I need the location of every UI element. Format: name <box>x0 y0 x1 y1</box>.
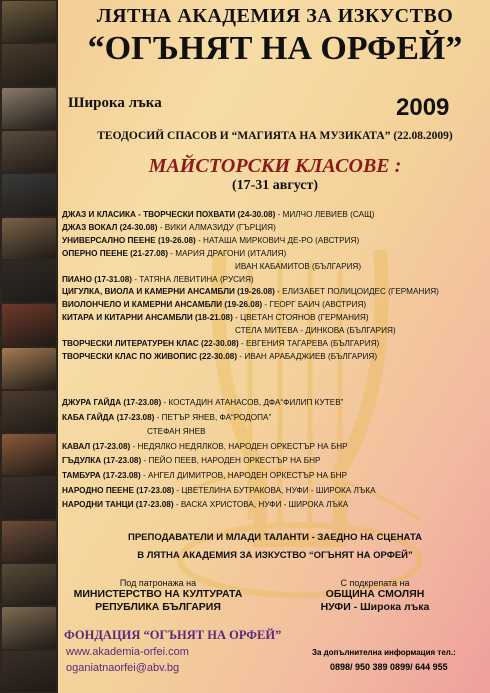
class-teacher-secondary: СТЕФАН ЯНЕВ <box>147 427 206 437</box>
class-teacher: - ЦВЕТЕЛИНА БУТРАКОВА, НУФИ - ШИРОКА ЛЪКА <box>174 485 376 495</box>
photo-thumbnail <box>2 521 56 562</box>
class-row <box>62 275 254 284</box>
class-teacher: - ЕВГЕНИЯ ТАГАРЕВА (БЪЛГАРИЯ) <box>238 339 380 348</box>
class-teacher: - ИВАН АРАБАДЖИЕВ (БЪЛГАРИЯ) <box>237 351 378 361</box>
class-teacher: - КОСТАДИН АТАНАСОВ, ДФА“ФИЛИП КУТЕВ” <box>161 398 344 407</box>
class-course: КАБА ГАЙДА (17-23.08) <box>62 412 155 422</box>
class-course: ВИОЛОНЧЕЛО И КАМЕРНИ АНСАМБЛИ (19-26.08) <box>62 300 263 310</box>
photo-thumbnail <box>2 477 56 518</box>
photo-thumbnail <box>2 607 56 648</box>
class-course: УНИВЕРСАЛНО ПЕЕНЕ (19-26.08) <box>62 235 196 245</box>
festival-year: 2009 <box>396 94 450 121</box>
class-teacher-secondary: ИВАН КАБАМИТОВ (БЪЛГАРИЯ) <box>235 261 362 271</box>
photo-thumbnail <box>2 131 56 172</box>
class-teacher: - НЕДЯЛКО НЕДЯЛКОВ, НАРОДЕН ОРКЕСТЪР НА БНР <box>130 441 348 451</box>
photo-thumbnail <box>2 261 56 302</box>
class-teacher: - ПЕТЪР ЯНЕВ, ФА“РОДОПА” <box>154 412 272 422</box>
patronage-line1: МИНИСТЕРСТВО НА КУЛТУРАТА <box>73 588 243 600</box>
class-teacher: - ТАТЯНА ЛЕВИТИНА (РУСИЯ) <box>132 274 254 284</box>
photo-thumbnail <box>2 434 56 475</box>
foundation-name: ФОНДАЦИЯ “ОГЪНЯТ НА ОРФЕЙ” <box>64 628 282 642</box>
photo-strip <box>0 0 58 693</box>
class-row <box>62 223 276 232</box>
support-intro: С подкрепата на <box>340 578 410 588</box>
class-row <box>62 300 366 309</box>
class-row <box>62 339 379 348</box>
patronage-intro: Под патронажа на <box>119 578 197 588</box>
class-course: ГЪДУЛКА (17-23.08) <box>62 456 142 466</box>
email-link[interactable]: oganiatnaorfei@abv.bg <box>66 662 180 674</box>
academy-line: ЛЯТНА АКАДЕМИЯ ЗА ИЗКУСТВО <box>96 5 454 27</box>
class-row <box>62 210 374 219</box>
class-teacher: - МИЛЧО ЛЕВИЕВ (САЩ) <box>275 210 375 219</box>
website-link[interactable]: www.akademia-orfei.com <box>66 646 189 658</box>
festival-name: “ОГЪНЯТ НА ОРФЕЙ” <box>87 30 463 67</box>
class-course: ДЖАЗ ВОКАЛ (24-30.08) <box>62 222 158 232</box>
class-teacher: - ГЕОРГ БАИЧ (АВСТРИЯ) <box>262 300 367 310</box>
photo-thumbnail <box>2 564 56 605</box>
class-course: ДЖУРА ГАЙДА (17-23.08) <box>62 398 162 407</box>
class-course: ТВОРЧЕСКИ КЛАС ПО ЖИВОПИС (22-30.08) <box>62 351 238 361</box>
class-row <box>62 249 286 258</box>
photo-thumbnail <box>2 174 56 215</box>
photo-thumbnail <box>2 651 56 692</box>
class-row <box>62 442 348 451</box>
class-course: КИТАРА И КИТАРНИ АНСАМБЛИ (18-21.08) <box>62 313 233 323</box>
class-course: НАРОДНО ПЕЕНЕ (17-23.08) <box>62 485 175 495</box>
class-teacher: - ВАСКА ХРИСТОВА, НУФИ - ШИРОКА ЛЪКА <box>173 500 349 510</box>
photo-thumbnail <box>2 88 56 129</box>
class-teacher-secondary: СТЕЛА МИТЕВА - ДИНКОВА (БЪЛГАРИЯ) <box>235 326 396 336</box>
class-row <box>62 398 343 407</box>
class-teacher: - ПЕЙО ПЕЕВ, НАРОДЕН ОРКЕСТЪР НА БНР <box>141 456 321 466</box>
class-teacher: - ЕЛИЗАБЕТ ПОЛИЦОИДЕС (ГЕРМАНИЯ) <box>274 287 439 297</box>
class-teacher: - ВИКИ АЛМАЗИДУ (ГЪРЦИЯ) <box>157 222 276 232</box>
phone-numbers: 0898/ 950 389 0899/ 644 955 <box>330 662 448 672</box>
tagline-line1: ПРЕПОДАВАТЕЛИ И МЛАДИ ТАЛАНТИ - ЗАЕДНО НА СЦЕНАТА <box>127 532 423 543</box>
tagline-line2: В ЛЯТНА АКАДЕМИЯ ЗА ИЗКУСТВО “ОГЪНЯТ НА ОРФЕЙ” <box>137 550 413 561</box>
class-teacher: - АНГЕЛ ДИМИТРОВ, НАРОДЕН ОРКЕСТЪР НА БНР <box>140 471 348 480</box>
class-row <box>62 413 271 422</box>
class-row <box>62 456 321 465</box>
support-line2: НУФИ - Широка лъка <box>320 601 430 613</box>
class-teacher: - МАРИЯ ДРАГОНИ (ИТАЛИЯ) <box>167 248 287 258</box>
opening-event: ТЕОДОСИЙ СПАСОВ И “МАГИЯТА НА МУЗИКАТА” (22.08.2009) <box>97 130 453 142</box>
photo-thumbnail <box>2 391 56 432</box>
photo-thumbnail <box>2 218 56 259</box>
class-row <box>62 471 347 480</box>
class-row <box>62 486 376 495</box>
class-course: ЦИГУЛКА, ВИОЛА И КАМЕРНИ АНСАМБЛИ (19-26.08) <box>62 287 275 297</box>
class-row <box>62 352 377 361</box>
class-course: НАРОДНИ ТАНЦИ (17-23.08) <box>62 500 174 510</box>
photo-thumbnail <box>2 348 56 389</box>
photo-thumbnail <box>2 1 56 42</box>
class-row <box>62 500 348 509</box>
info-label: За допълнителна информация тел.: <box>312 648 456 657</box>
class-course: КАВАЛ (17-23.08) <box>62 441 131 451</box>
class-course: ОПЕРНО ПЕЕНЕ (21-27.08) <box>62 248 168 258</box>
city-name: Широка лъка <box>68 95 162 111</box>
class-row <box>62 287 439 296</box>
patronage-block <box>68 578 248 614</box>
master-classes-title: МАЙСТОРСКИ КЛАСОВЕ : <box>148 155 402 177</box>
class-teacher: - НАТАША МИРКОВИЧ ДЕ-РО (АВСТРИЯ) <box>195 235 360 245</box>
photo-thumbnail <box>2 304 56 345</box>
class-course: ТАМБУРА (17-23.08) <box>62 471 141 480</box>
patronage-line2: РЕПУБЛИКА БЪЛГАРИЯ <box>95 601 221 613</box>
class-course: ПИАНО (17-31.08) <box>62 274 133 284</box>
class-row <box>62 236 359 245</box>
support-line1: ОБЩИНА СМОЛЯН <box>325 588 425 600</box>
master-classes-dates: (17-31 август) <box>231 178 319 193</box>
class-course: ДЖАЗ И КЛАСИКА - ТВОРЧЕСКИ ПОХВАТИ (24-30.08) <box>62 210 276 219</box>
photo-thumbnail <box>2 44 56 85</box>
class-row <box>62 313 369 322</box>
class-teacher: - ЦВЕТАН СТОЯНОВ (ГЕРМАНИЯ) <box>232 313 369 323</box>
support-block <box>300 578 450 614</box>
class-course: ТВОРЧЕСКИ ЛИТЕРАТУРЕН КЛАС (22-30.08) <box>62 339 239 348</box>
